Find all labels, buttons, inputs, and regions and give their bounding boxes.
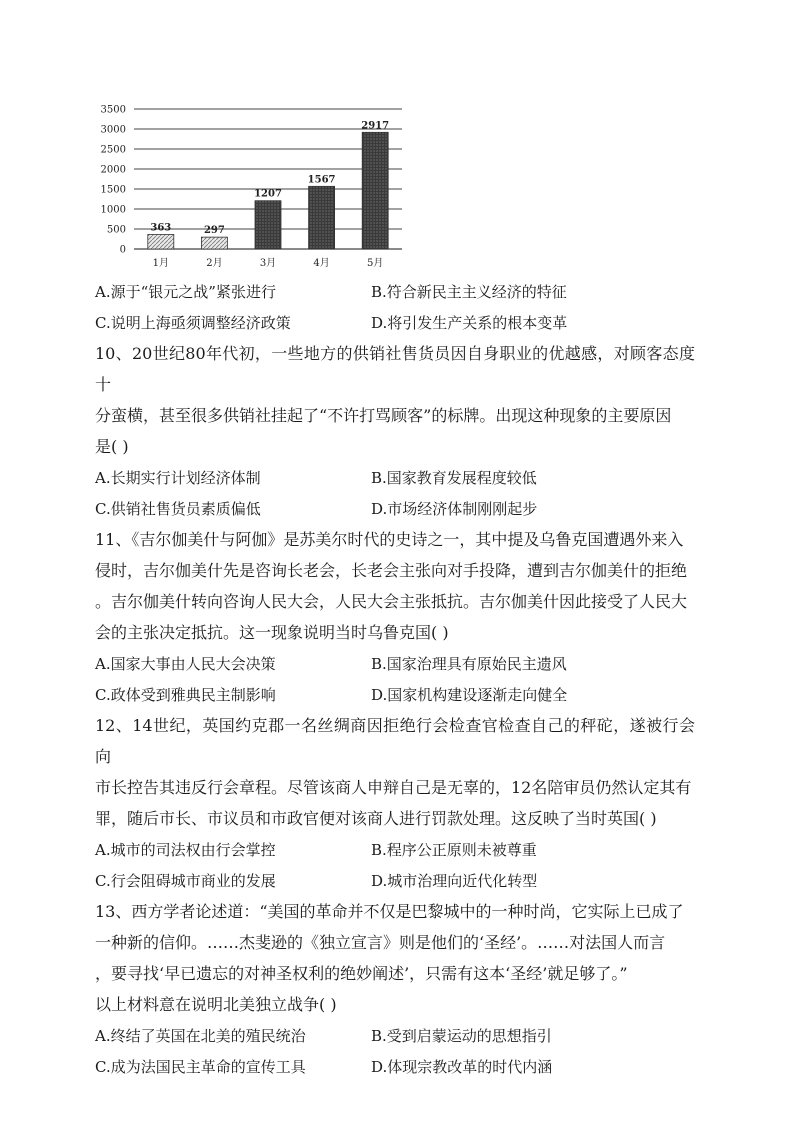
questions: [95, 276, 695, 1082]
q12-option-c[interactable]: C.行会阻碍城市商业的发展: [95, 872, 276, 890]
q9-option-a[interactable]: A.源于“银元之战”紧张进行: [95, 283, 276, 301]
x-tick-label: 2月: [206, 258, 223, 269]
q13-options-row-2: [95, 1051, 695, 1082]
y-tick-label: 2500: [100, 144, 126, 156]
q10-option-a[interactable]: A.长期实行计划经济体制: [95, 469, 261, 487]
q10-options-row-1: [95, 462, 695, 493]
q11-option-b[interactable]: B.国家治理具有原始民主遗风: [371, 655, 567, 673]
q10-stem-line: 分蛮横，甚至很多供销社挂起了“不许打骂顾客”的标牌。出现这种现象的主要原因: [95, 406, 672, 425]
chart-y-ticks: [101, 105, 126, 256]
q12-option-b[interactable]: B.程序公正原则未被尊重: [371, 841, 537, 859]
q11-stem-line: 11、《吉尔伽美什与阿伽》是苏美尔时代的史诗之一，其中提及乌鲁克国遭遇外来入: [95, 530, 684, 549]
x-tick-label: 1月: [152, 258, 169, 269]
q12-options-row-2: [95, 865, 695, 896]
bar: [309, 186, 335, 249]
q13-option-b[interactable]: B.受到启蒙运动的思想指引: [371, 1027, 552, 1045]
q13-stem-line: 一种新的信仰。……杰斐逊的《独立宣言》则是他们的‘圣经’。……对法国人而言: [95, 933, 666, 952]
q13-options-row-1: [95, 1020, 695, 1051]
q11-stem-line: 侵时，吉尔伽美什先是咨询长老会，长老会主张向对手投降，遭到吉尔伽美什的拒绝: [95, 561, 688, 580]
q11-stem: [95, 524, 695, 648]
y-tick-label: 1000: [100, 204, 126, 216]
bar-value-label: 297: [203, 225, 225, 237]
q13-option-c[interactable]: C.成为法国民主革命的宣传工具: [95, 1058, 306, 1076]
q12-option-d[interactable]: D.城市治理向近代化转型: [371, 872, 538, 890]
y-tick-label: 3500: [100, 104, 126, 116]
x-tick-label: 3月: [259, 258, 277, 269]
q13-option-d[interactable]: D.体现宗教改革的时代内涵: [371, 1058, 553, 1076]
chart-x-ticks: [153, 257, 384, 269]
q9-option-d[interactable]: D.将引发生产关系的根本变革: [371, 314, 568, 332]
bar: [255, 201, 281, 249]
q11-options-row-2: [95, 679, 695, 710]
chart-bars: [148, 120, 389, 249]
q12-options-row-1: [95, 834, 695, 865]
bar: [148, 234, 174, 249]
y-tick-label: 3000: [100, 124, 126, 136]
y-tick-label: 500: [106, 224, 126, 236]
q11-options-row-1: [95, 648, 695, 679]
q12-stem: [95, 710, 695, 834]
q9-option-b[interactable]: B.符合新民主主义经济的特征: [371, 283, 567, 301]
q12-stem-line: 12、14世纪，英国约克郡一名丝绸商因拒绝行会检查官检查自己的秤砣，遂被行会向: [95, 716, 695, 766]
bar-value-label: 1207: [254, 188, 282, 200]
bar: [201, 237, 227, 249]
q13-stem-line: 13、西方学者论述道：“美国的革命并不仅是巴黎城中的一种时尚，它实际上已成了: [95, 902, 684, 921]
q10-stem: [95, 338, 695, 462]
q13-stem-line: 以上材料意在说明北美独立战争( ): [95, 995, 337, 1014]
q11-option-d[interactable]: D.国家机构建设逐渐走向健全: [371, 686, 568, 704]
q12-stem-line: 市长控告其违反行会章程。尽管该商人申辩自己是无辜的，12名陪审员仍然认定其有: [95, 778, 692, 797]
q10-option-c[interactable]: C.供销社售货员素质偏低: [95, 500, 261, 518]
q11-stem-line: 。吉尔伽美什转向咨询人民大会，人民大会主张抵抗。吉尔伽美什因此接受了人民大: [95, 592, 688, 611]
bar: [362, 132, 388, 249]
q13-stem: [95, 896, 695, 1020]
q12-stem-line: 罪，随后市长、市议员和市政官便对该商人进行罚款处理。这反映了当时英国( ): [95, 809, 657, 828]
bar-chart: [88, 96, 408, 274]
q9-option-c[interactable]: C.说明上海亟须调整经济政策: [95, 314, 291, 332]
q10-option-b[interactable]: B.国家教育发展程度较低: [371, 469, 537, 487]
x-tick-label: 4月: [313, 258, 330, 269]
q10-stem-line: 是( ): [95, 437, 129, 456]
q12-option-a[interactable]: A.城市的司法权由行会掌控: [95, 841, 276, 859]
q10-stem-line: 10、20世纪80年代初，一些地方的供销社售货员因自身职业的优越感，对顾客态度十: [95, 344, 695, 394]
q11-option-c[interactable]: C.政体受到雅典民主制影响: [95, 686, 276, 704]
q11-option-a[interactable]: A.国家大事由人民大会决策: [95, 655, 276, 673]
q13-stem-line: ，要寻找‘早已遗忘的对神圣权利的绝妙阐述’，只需有这本‘圣经’就足够了。”: [95, 964, 628, 983]
q10-options-row-2: [95, 493, 695, 524]
q11-stem-line: 会的主张决定抵抗。这一现象说明当时乌鲁克国( ): [95, 623, 449, 642]
q13-option-a[interactable]: A.终结了英国在北美的殖民统治: [95, 1027, 306, 1045]
y-tick-label: 1500: [100, 184, 126, 196]
bar-value-label: 1567: [307, 174, 336, 186]
y-tick-label: 0: [119, 244, 126, 256]
x-tick-label: 5月: [367, 258, 384, 269]
q9-options-row-2: [95, 307, 695, 338]
y-tick-label: 2000: [100, 164, 126, 176]
q9-options-row-1: [95, 276, 695, 307]
q10-option-d[interactable]: D.市场经济体制刚刚起步: [371, 500, 538, 518]
bar-value-label: 2917: [361, 120, 390, 132]
bar-value-label: 363: [150, 222, 172, 234]
